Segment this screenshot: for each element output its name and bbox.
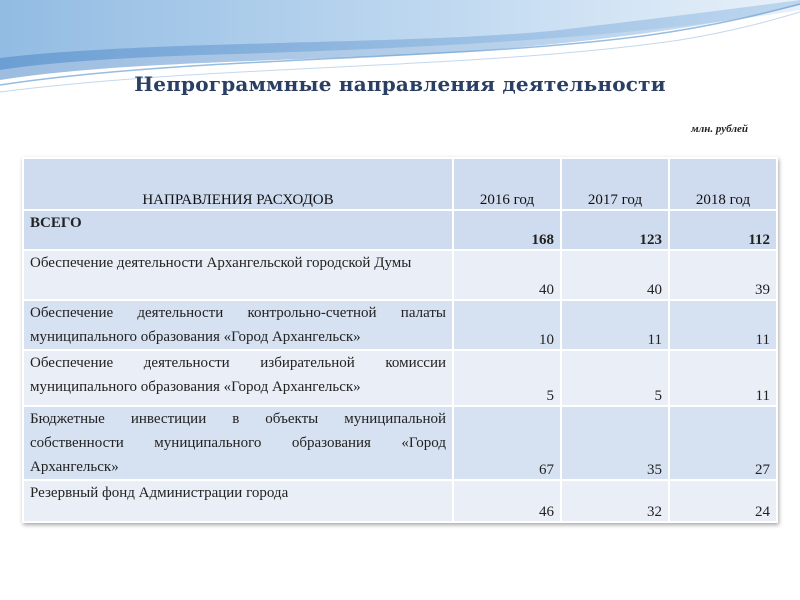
total-2018: 112 (670, 211, 776, 249)
row-value-2018: 11 (670, 351, 776, 405)
row-label: Обеспечение деятельности избирательной комиссии муниципального образования «Город Архангельск» (24, 351, 452, 405)
row-value-2018: 24 (670, 481, 776, 521)
table-row (24, 407, 776, 479)
column-header-2018: 2018 год (670, 159, 776, 209)
table-row (24, 301, 776, 349)
row-value-2017: 35 (562, 407, 668, 479)
table-row (24, 351, 776, 405)
table-row (24, 481, 776, 521)
row-label: Резервный фонд Администрации города (24, 481, 452, 521)
row-label: Бюджетные инвестиции в объекты муниципальной собственности муниципального образования «Город Архангельск» (24, 407, 452, 479)
total-2017: 123 (562, 211, 668, 249)
page-title: Непрограммные направления деятельности (134, 72, 666, 96)
total-label: ВСЕГО (24, 211, 452, 249)
row-label: Обеспечение деятельности Архангельской городской Думы (24, 251, 452, 299)
column-header-directions: НАПРАВЛЕНИЯ РАСХОДОВ (24, 159, 452, 209)
table-row (24, 251, 776, 299)
units-label: млн. рублей (691, 123, 748, 135)
row-value-2016: 5 (454, 351, 560, 405)
row-value-2017: 40 (562, 251, 668, 299)
table-header-row (24, 159, 776, 209)
row-value-2017: 32 (562, 481, 668, 521)
row-label: Обеспечение деятельности контрольно-счетной палаты муниципального образования «Город Архангельск» (24, 301, 452, 349)
row-value-2016: 46 (454, 481, 560, 521)
row-value-2018: 39 (670, 251, 776, 299)
row-value-2016: 10 (454, 301, 560, 349)
total-2016: 168 (454, 211, 560, 249)
row-value-2017: 5 (562, 351, 668, 405)
column-header-2016: 2016 год (454, 159, 560, 209)
budget-table (22, 157, 778, 523)
column-header-2017: 2017 год (562, 159, 668, 209)
row-value-2018: 11 (670, 301, 776, 349)
row-value-2017: 11 (562, 301, 668, 349)
table-row-total (24, 211, 776, 249)
row-value-2016: 67 (454, 407, 560, 479)
row-value-2016: 40 (454, 251, 560, 299)
row-value-2018: 27 (670, 407, 776, 479)
